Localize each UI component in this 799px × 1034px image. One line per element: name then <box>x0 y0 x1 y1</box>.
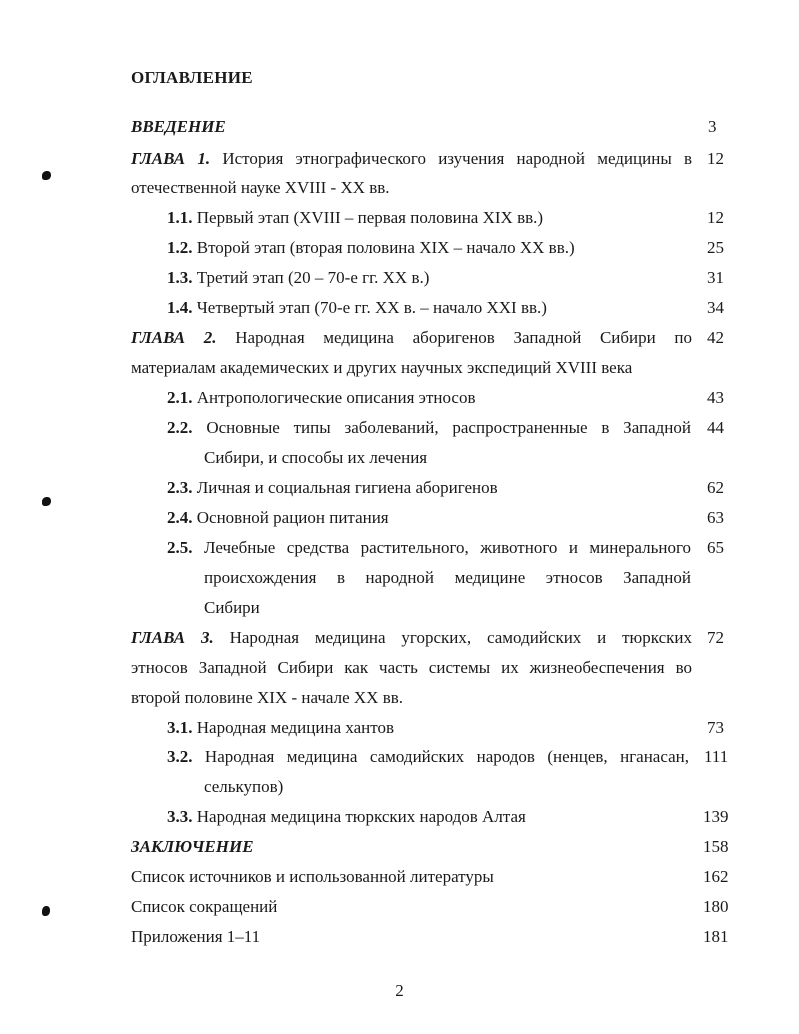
toc-entry-2-2-page: 44 <box>707 418 724 437</box>
section-number: 3.1. <box>167 718 193 737</box>
section-number: 1.1. <box>167 208 193 227</box>
toc-entry-2-5-line2[interactable]: происхождения в народной медицине этносов Западной <box>204 568 691 587</box>
toc-entry-2-4[interactable] <box>167 508 389 528</box>
margin-mark <box>42 497 51 506</box>
section-title: Второй этап (вторая половина XIX – начало XX вв.) <box>196 238 575 257</box>
toc-entry-2-3-page: 62 <box>707 478 724 497</box>
toc-entry-2-4-page: 63 <box>707 508 724 527</box>
toc-entry-2-1[interactable] <box>167 388 475 408</box>
toc-entry-abbr-page: 180 <box>703 897 729 916</box>
toc-entry-ch3-line2[interactable]: этносов Западной Сибири как часть системы их жизнеобеспечения во <box>131 658 692 677</box>
toc-entry-2-5-line1[interactable] <box>167 538 691 558</box>
section-title-part: Лечебные средства растительного, животного и минерального <box>203 538 691 557</box>
chapter-prefix: ГЛАВА 2. <box>131 328 217 347</box>
toc-entry-ch2-line2[interactable]: материалам академических и других научных экспедиций XVIII века <box>131 358 633 377</box>
toc-entry-2-5-page: 65 <box>707 538 724 557</box>
toc-entry-ch3-page: 72 <box>707 628 724 647</box>
toc-heading: ОГЛАВЛЕНИЕ <box>131 68 253 87</box>
toc-entry-3-3-page: 139 <box>703 807 729 826</box>
toc-entry-intro-page: 3 <box>708 117 717 136</box>
section-title: Первый этап (XVIII – первая половина XIX вв.) <box>196 208 544 227</box>
section-number: 2.4. <box>167 508 193 527</box>
toc-entry-1-1[interactable] <box>167 208 543 228</box>
toc-entry-1-3-page: 31 <box>707 268 724 287</box>
toc-entry-3-2-page: 111 <box>704 747 729 766</box>
chapter-prefix: ГЛАВА 1. <box>131 149 211 168</box>
section-number: 2.1. <box>167 388 193 407</box>
toc-entry-2-3[interactable] <box>167 478 498 498</box>
toc-entry-3-1[interactable] <box>167 718 394 738</box>
section-title: Четвертый этап (70-е гг. XX в. – начало XXI вв.) <box>196 298 547 317</box>
margin-mark <box>42 171 51 180</box>
section-number: 1.2. <box>167 238 193 257</box>
section-title: Третий этап (20 – 70-е гг. XX в.) <box>196 268 430 287</box>
toc-entry-ch2-line1[interactable] <box>131 328 692 348</box>
toc-entry-1-4-page: 34 <box>707 298 724 317</box>
toc-entry-2-2-line2[interactable]: Сибири, и способы их лечения <box>204 448 428 467</box>
toc-entry-1-3[interactable] <box>167 268 429 288</box>
section-title: Народная медицина тюркских народов Алтая <box>196 807 526 826</box>
section-title: Антропологические описания этносов <box>196 388 476 407</box>
section-title-part: Основные типы заболеваний, распространенные в Западной <box>206 418 691 437</box>
section-number: 3.2. <box>167 747 193 766</box>
toc-entry-ch1-line1[interactable] <box>131 149 692 169</box>
toc-entry-1-1-page: 12 <box>707 208 724 227</box>
toc-entry-ch2-page: 42 <box>707 328 724 347</box>
toc-entry-1-2-page: 25 <box>707 238 724 257</box>
toc-entry-abbr-title[interactable]: Список сокращений <box>131 897 278 916</box>
toc-entry-ch1-line2[interactable]: отечественной науке XVIII - XX вв. <box>131 178 390 197</box>
section-title: Основной рацион питания <box>196 508 389 527</box>
toc-entry-1-2[interactable] <box>167 238 575 258</box>
section-title-part: Народная медицина самодийских народов (ненцев, нганасан, <box>204 747 689 766</box>
toc-entry-sources-title[interactable]: Список источников и использованной литературы <box>131 867 494 886</box>
chapter-title-part: Народная медицина аборигенов Западной Сибири по <box>235 328 692 347</box>
toc-entry-sources-page: 162 <box>703 867 729 886</box>
toc-entry-3-2-line1[interactable] <box>167 747 689 767</box>
section-number: 2.3. <box>167 478 193 497</box>
section-number: 3.3. <box>167 807 193 826</box>
toc-entry-ch3-line3[interactable]: второй половине XIX - начале XX вв. <box>131 688 403 707</box>
section-title: Народная медицина хантов <box>196 718 395 737</box>
toc-entry-3-1-page: 73 <box>707 718 724 737</box>
section-number: 2.2. <box>167 418 193 437</box>
toc-entry-ch1-page: 12 <box>707 149 724 168</box>
section-number: 1.3. <box>167 268 193 287</box>
toc-entry-conclusion-title[interactable]: ЗАКЛЮЧЕНИЕ <box>131 837 254 856</box>
toc-entry-conclusion-page: 158 <box>703 837 729 856</box>
section-number: 1.4. <box>167 298 193 317</box>
toc-entry-2-5-line3[interactable]: Сибири <box>204 598 260 617</box>
toc-entry-intro-title[interactable]: ВВЕДЕНИЕ <box>131 117 226 136</box>
toc-entry-appendix-page: 181 <box>703 927 729 946</box>
chapter-title-part: Народная медицина угорских, самодийских и тюркских <box>229 628 692 647</box>
page-number: 2 <box>395 981 404 1000</box>
section-title: Личная и социальная гигиена аборигенов <box>196 478 498 497</box>
toc-entry-3-3[interactable] <box>167 807 526 827</box>
toc-entry-2-1-page: 43 <box>707 388 724 407</box>
toc-entry-ch3-line1[interactable] <box>131 628 692 648</box>
chapter-title-part: История этнографического изучения народной медицины в <box>222 149 692 168</box>
section-number: 2.5. <box>167 538 193 557</box>
toc-entry-1-4[interactable] <box>167 298 547 318</box>
toc-entry-appendix-title[interactable]: Приложения 1–11 <box>131 927 261 946</box>
chapter-prefix: ГЛАВА 3. <box>131 628 214 647</box>
toc-entry-3-2-line2[interactable]: селькупов) <box>204 777 284 796</box>
margin-mark <box>42 906 50 916</box>
toc-entry-2-2-line1[interactable] <box>167 418 691 438</box>
